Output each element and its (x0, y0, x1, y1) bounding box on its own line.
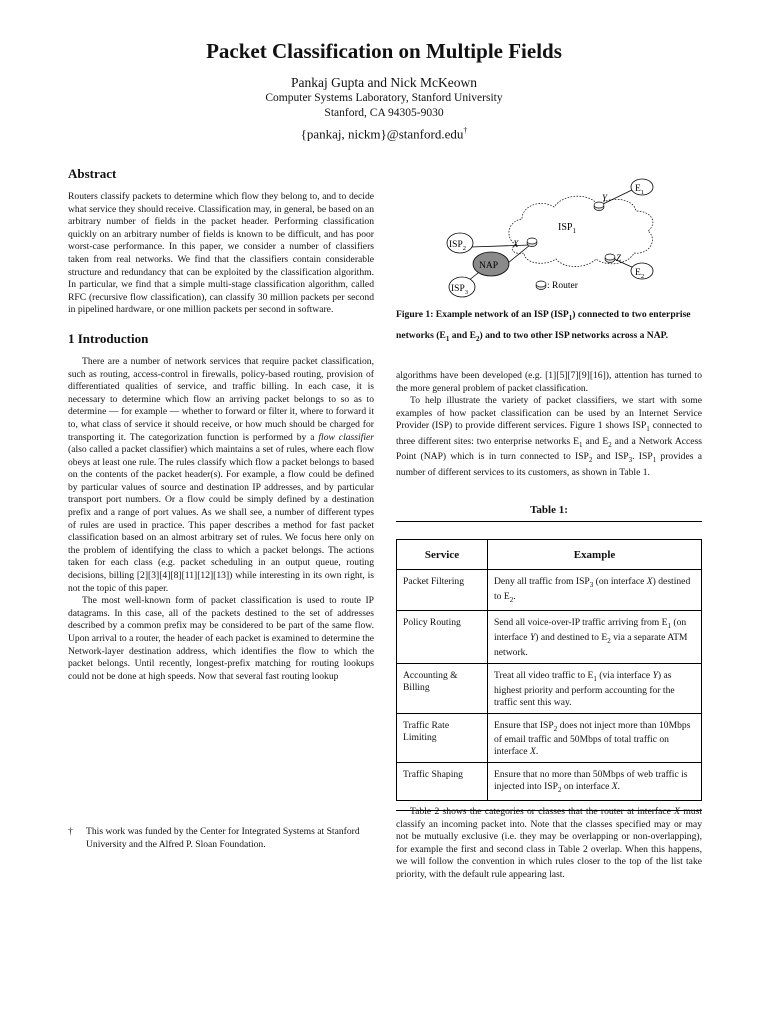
isp1-label: $ISP_1$ (558, 222, 576, 235)
intro-p1-part-b: (also called a packet classifier) which maintains a set of rules, where each flow obeys at least one rule. The rules classify which flow a packet belongs to based on the contents of the packet header(s). For example, a flow could be defined by particular values of source and destination IP addresses, and by particular transport port numbers. Or a flow could be simply defined by a destination prefix and a range of port values. As we shall see, a number of different types of rules are used in practice. This paper describes a method for fast packet classification based on an almost arbitrary set of rules. We focus here only on the problem of identifying the class to which a packet belongs. The actions taken for each class (e.g. packet scheduling in an output queue, routing decisions, billing [2][3][4][8][11][12][13]) while interesting in its own right, is not the topic of this paper. (68, 444, 374, 594)
intro-paragraph-1 (68, 356, 374, 595)
figure-1-caption: Figure 1: Example network of an ISP $(ISP_1)$ connected to two enterprise networks ($E_1$ and $E_2$) and to two other ISP networks across a NAP. (396, 309, 691, 343)
router-z (605, 254, 615, 263)
table-row (397, 713, 702, 763)
example-cell: Ensure that $ISP_2$ does not inject more than 10Mbps of email traffic and 50Mbps of total traffic on interface X. (488, 713, 702, 763)
interface-y-label: Y (602, 193, 608, 203)
router-x (527, 238, 537, 247)
footnote-text: This work was funded by the Center for Integrated Systems at Stanford University and the Alfred P. Sloan Foundation. (86, 826, 360, 850)
intro-heading: 1 Introduction (68, 330, 149, 346)
header-example: Example (488, 540, 702, 570)
router-legend-label: : Router (547, 281, 578, 291)
example-cell: Send all voice-over-IP traffic arriving from $E_1$ (on interface Y) and destined to $E_2$ via a separate ATM network. (488, 610, 702, 663)
example-cell: Treat all video traffic to $E_1$ (via interface Y) as highest priority and perform accounting for the traffic sent this way. (488, 663, 702, 713)
isp2-label: $ISP_2$ (449, 240, 466, 252)
example-cell: Deny all traffic from $ISP_3$ (on interface X) destined to $E_2$. (488, 570, 702, 611)
right-column (396, 370, 702, 479)
paper-header (0, 38, 768, 142)
left-column (68, 166, 374, 683)
email-footnote-mark: † (463, 126, 468, 135)
table-row (397, 610, 702, 663)
router-legend-icon (536, 281, 546, 290)
network-diagram (396, 175, 706, 305)
email (0, 122, 768, 142)
interface-x-label: X (513, 239, 519, 249)
e2-label: $E_2$ (635, 268, 645, 280)
isp3-label: $ISP_3$ (451, 284, 468, 296)
isp1-cloud (509, 196, 653, 266)
table-header-row (397, 540, 702, 570)
example-cell: Ensure that no more than 50Mbps of web traffic is injected into $ISP_2$ on interface X. (488, 763, 702, 801)
table-top-rule (396, 521, 702, 522)
e1-label: $E_1$ (635, 184, 645, 196)
table-row (397, 663, 702, 713)
intro-p1-part-a: There are a number of network services that require packet classification, such as routing, access-control in firewalls, policy-based routing, provision of differentiated qualities of service, and traffic billing. In each case, it is necessary to determine which flow an arriving packet belongs to so as to determine — for example — whether to forward or filter it, where to forward it to, what class of service it should receive, or how much should be charged for transporting it. The categorization function is performed by a (68, 355, 374, 443)
router-y (594, 202, 604, 211)
interface-z-label: Z (616, 253, 622, 263)
table-1-grid (396, 539, 702, 801)
paper-title: Packet Classification on Multiple Fields (206, 39, 562, 63)
service-cell: Traffic Rate Limiting (397, 713, 488, 763)
affiliation: Computer Systems Laboratory, Stanford University (265, 92, 503, 104)
footnote-mark: † (68, 826, 73, 837)
abstract-text: Routers classify packets to determine which flow they belong to, and to decide what service they should receive. Classification may, in general, be based on an arbitrary number of fields in the packet header. Performing classification quickly on an arbitrary number of fields is known to be difficult, and has poor worst-case performance. In this paper, we consider a number of classifiers taken from real networks. We find that the classifiers contain considerable structure and redundancy that can be exploited by the classification algorithm. In particular, we find that a simple multi-stage classification algorithm, called RFC (recursive flow classification), can classify 30 million packets per second in pipelined hardware, or one million packets per second in software. (68, 191, 374, 316)
right-paragraph-3: Table 2 shows the categories or classes that the router at interface X must classify an incoming packet into. Note that the classes specified may or may not be mutually exclusive (i.e. they may be overlapping or non-overlapping), for example the first and second class in Table 2 overlap. When this happens, we will follow the convention in which rules closer to the top of the list take priority, with the default rule appearing last. (396, 806, 702, 880)
intro-p1-term: flow classifier (318, 431, 374, 443)
authors: Pankaj Gupta and Nick McKeown (291, 75, 477, 90)
right-paragraph-2: To help illustrate the variety of packet classifiers, we start with some examples of how packet classification can be used by an Internet Service Provider (ISP) to provide different services. Figure 1 shows $ISP_1$ connected to three different sites: two enterprise networks $E_1$ and $E_2$ and a Network Access Point (NAP) which is in turn connected to $ISP_2$ and $ISP_3$. $ISP_1$ provides a number of different services to its customers, as shown in Table 1. (396, 395, 702, 478)
table-1 (396, 521, 702, 811)
service-cell: Packet Filtering (397, 570, 488, 611)
table-1-title: Table 1: (530, 504, 568, 516)
abstract-heading: Abstract (68, 166, 117, 181)
service-cell: Policy Routing (397, 610, 488, 663)
figure-1 (396, 175, 706, 305)
link-nap-x (508, 245, 530, 263)
intro-paragraph-2: The most well-known form of packet classification is used to route IP datagrams. In this case, all of the packets destined to the set of addresses described by a common prefix may be considered to be part of the same flow. Upon arrival to a router, the header of each packet is examined to determine the Network-layer destination address, which identifies the flow to which the packet belongs. Until recently, longest-prefix matching for routing lookups could not be done at high speeds. Now that several fast routing lookup (68, 595, 374, 682)
right-paragraph-1: algorithms have been developed (e.g. [1][5][7][9][16]), attention has turned to the more general problem of packet classification. (396, 370, 702, 394)
service-cell: Accounting & Billing (397, 663, 488, 713)
email-text[interactable]: {pankaj, nickm}@stanford.edu (300, 126, 464, 142)
table-row (397, 763, 702, 801)
table-row (397, 570, 702, 611)
link-isp2-nap (471, 245, 530, 247)
address: Stanford, CA 94305-9030 (324, 107, 444, 119)
nap-label: NAP (479, 261, 499, 271)
footnote (68, 826, 374, 851)
right-column-bottom (396, 806, 702, 882)
service-cell: Traffic Shaping (397, 763, 488, 801)
header-service: Service (397, 540, 488, 570)
